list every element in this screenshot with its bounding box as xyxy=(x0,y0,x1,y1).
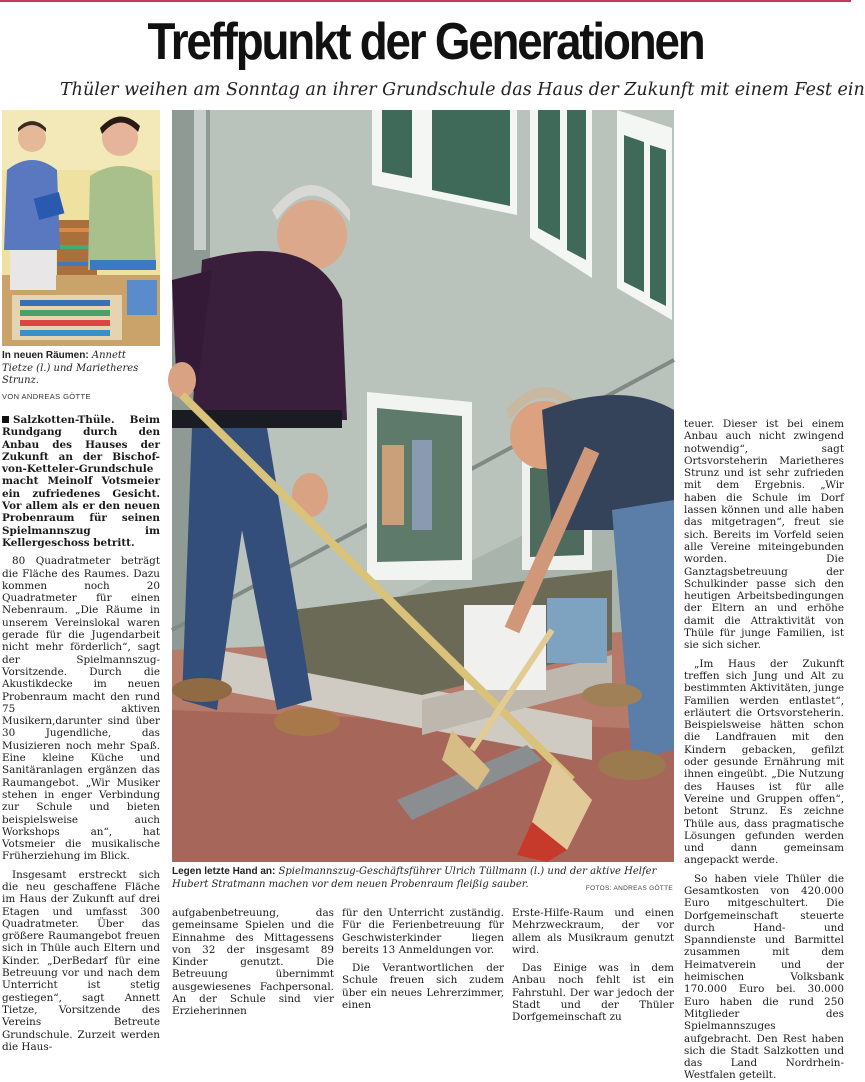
small-photo-caption xyxy=(2,350,160,388)
article-column-2 xyxy=(172,907,334,1024)
headline: Treffpunkt der Generationen xyxy=(147,13,704,71)
paragraph: Die Verantwortlichen der Schule freuen sich zudem über ein neues Lehrerzimmer, einen xyxy=(342,962,504,1012)
paragraph: Insgesamt erstreckt sich die neu geschaffene Fläche im Haus der Zukunft auf drei Etagen und umfasst 300 Quadratmeter. Über das größere Raumangebot freuen sich in Thüle auch Eltern und Kinder. „DerBedarf für eine Betreuung vor und nach dem Unterricht ist stetig gestiegen“, sagt Annett Tietze, Vorsitzende des Vereins Betreute Grundschule. Zurzeit werden die Haus- xyxy=(2,868,160,1053)
paragraph: aufgabenbetreuung, das gemeinsame Spielen und die Einnahme des Mittagessens von 32 der insgesamt 89 Kinder genutzt. Die Betreuung übernimmt ausgewiesenes Fachpersonal. An der Schule sind vier Erzieherinnen xyxy=(172,907,334,1018)
paragraph: 80 Quadratmeter beträgt die Fläche des Raumes. Dazu kommen noch 20 Quadratmeter für einen Nebenraum. „Die Räume in unserem Vereinslokal waren gerade für die Jugendarbeit nicht mehr förderlich“, sagt der Spielmannszug-Vorsitzende. Durch die Akustikdecke im neuen Probenraum macht den rund 75 aktiven Musikern,darunter sind über 30 Jugendliche, das Musizieren noch mehr Spaß. Eine kleine Küche und Sanitäranlagen ergänzen das Raumangebot. „Wir Musiker stehen in enger Verbindung zur Schule und bieten beispielsweise auch Workshops an“, hat Votsmeier die musikalische Früherziehung im Blick. xyxy=(2,555,160,863)
paragraph: So haben viele Thüler die Gesamtkosten von 420.000 Euro mitgeschultert. Die Dorfgemeinschaft steuerte durch Hand- und Spanndienste und Barmittel zusammen mit dem Heimatverein und der heimischen Volksbank 170.000 Euro bei. 30.000 Euro haben die rund 250 Mitglieder des Spielmannszuges aufgebracht. Den Rest haben sich die Stadt Salzkotten und das Land Nordrhein-Westfalen geteilt. xyxy=(684,872,844,1082)
bullet-square-icon xyxy=(2,416,9,423)
main-caption-lead: Legen letzte Hand an: xyxy=(172,866,276,877)
byline: VON ANDREAS GÖTTE xyxy=(2,392,91,401)
article-column-5 xyxy=(684,418,844,1082)
article-column-3 xyxy=(342,907,504,1017)
paragraph: „Im Haus der Zukunft treffen sich Jung und Alt zu bestimmten Aktivitäten, junge Familien werden entlastet“, erläutert die Ortsvorsteherin. Beispielsweise hätten schon die Landfrauen mit den Kindern gebacken, gefilzt oder gesunde Ernährung mit ihnen eingeübt. „Die Nutzung des Hauses ist für alle Vereine und Gruppen offen“, betont Strunz. Es zeichne Thüle aus, dass pragmatische Lösungen gefunden werden und dann gemeinsam angepackt werde. xyxy=(684,657,844,867)
small-photo xyxy=(2,110,160,346)
article-column-4 xyxy=(512,907,674,1030)
main-caption-text: Spielmannszug-Geschäftsführer Ulrich Tüllmann (l.) und der aktive Helfer Hubert Stratmann machen vor dem neuen Probenraum fleißig sauber. xyxy=(172,866,657,890)
main-photo xyxy=(172,110,674,862)
article-lead: Salzkotten-Thüle. Beim Rundgang durch den Anbau des Hauses der Zukunft an der Bischof-von-Ketteler-Grundschule macht Meinolf Votsmeier ein zufriedenes Gesicht. Vor allem als er den neuen Probenraum für seinen Spielmannszug im Kellergeschoss betritt. xyxy=(2,414,160,549)
article-column-1 xyxy=(2,414,160,1053)
subheadline: Thüler weihen am Sonntag an ihrer Grundschule das Haus der Zukunft mit einem Fest ein xyxy=(60,80,865,100)
small-caption-text: Annett Tietze (l.) und Marietheres Strunz. xyxy=(2,350,139,386)
paragraph: Erste-Hilfe-Raum und einen Mehrzweckraum, der vor allem als Musikraum genutzt wird. xyxy=(512,907,674,956)
photo-credit: FOTOS: ANDREAS GÖTTE xyxy=(585,885,673,892)
paragraph: für den Unterricht zuständig. Für die Ferienbetreuung für Geschwisterkinder liegen bereits 13 Anmeldungen vor. xyxy=(342,907,504,956)
small-caption-lead: In neuen Räumen: xyxy=(2,350,89,361)
paragraph: Das Einige was in dem Anbau noch fehlt ist ein Fahrstuhl. Der war jedoch der Stadt und der Thüler Dorfgemeinschaft zu xyxy=(512,962,674,1024)
top-rule xyxy=(0,0,851,2)
paragraph: teuer. Dieser ist bei einem Anbau auch nicht zwingend notwendig“, sagt Ortsvorsteherin Marietheres Strunz und ist sehr zufrieden mit dem Ergebnis. „Wir haben die Schule im Dorf lassen können und alle haben das mitgetragen“, freut sie sich. Bereits im Vorfeld seien alle Vereine miteingebunden worden. Die Ganztagsbetreuung der Schulkinder passe sich den heutigen Arbeitsbedingungen der Eltern an und erhöhe damit die Attraktivität von Thüle für junge Familien, ist sie sich sicher. xyxy=(684,418,844,652)
